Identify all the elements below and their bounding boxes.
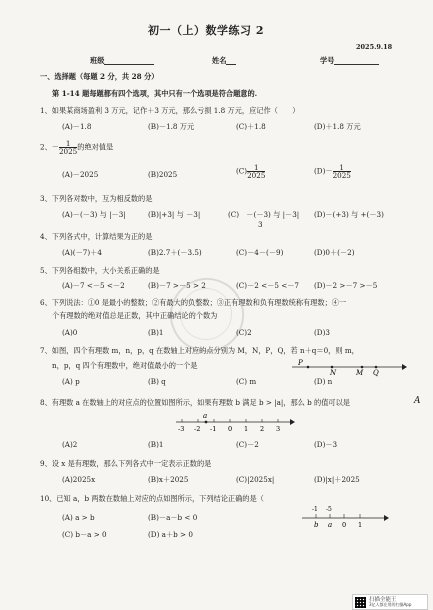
app-name: 扫描全能王 — [369, 596, 397, 603]
name-field — [212, 56, 236, 65]
label-a: a — [328, 521, 333, 529]
question-number: 1、 — [40, 106, 52, 115]
date: 2025.9.18 — [356, 43, 393, 51]
question-6-line-2: 个有理数的绝对值总是正数，其中正确结论的个数为 — [52, 311, 218, 320]
question-3 — [40, 194, 152, 203]
question-10 — [40, 494, 264, 503]
question-number: 3、 — [40, 194, 52, 203]
q3-option-c: (C) －(－3) 与 |－3| — [228, 210, 300, 219]
q9-option-c: (C)|2025x| — [236, 475, 275, 484]
q8-option-d: (D)－3 — [314, 440, 338, 449]
q4-option-b: (B)2.7＋(－3.5) — [148, 248, 202, 257]
point-m — [361, 366, 364, 369]
q5-option-d: (D)－2 >－7 >－5 — [314, 281, 378, 290]
q2-option-b: (B)2025 — [148, 170, 178, 179]
q7-option-c: (C) m — [236, 377, 257, 386]
handwritten-minus-one: -1 — [312, 506, 318, 513]
q8-option-c: (C)－2 — [236, 440, 259, 449]
question-stem: 下列各对数中，互为相反数的是 — [51, 194, 153, 203]
question-number: 5、 — [40, 266, 52, 275]
fraction-denominator: 2025 — [58, 147, 78, 157]
option-label: (C) — [236, 166, 248, 176]
axis-arrow — [384, 515, 389, 521]
axis-ticks — [178, 419, 280, 433]
q2-option-a: (A)－2025 — [62, 170, 99, 179]
point-a — [205, 421, 208, 424]
label-1: 1 — [358, 521, 363, 529]
label-b: b — [314, 521, 319, 529]
q2-option-c — [236, 164, 265, 179]
q10-option-a: (A) a > b — [62, 513, 95, 522]
name-blank — [226, 56, 236, 65]
question-8 — [40, 398, 350, 407]
question-stem: 下列各组数中，大小关系正确的是 — [51, 266, 160, 275]
axis-arrow — [290, 419, 295, 425]
question-stem: 如图，四个有理数 m，n，p，q 在数轴上对应的点分别为 M，N，P，Q，若 n＋q＝0，则 m， — [51, 346, 359, 355]
question-number: 8、 — [40, 398, 52, 407]
q8-number-line — [172, 408, 302, 436]
q7-option-d: (D) n — [314, 377, 333, 386]
question-number: 4、 — [40, 232, 52, 241]
q1-option-d: (D)＋1.8 万元 — [314, 122, 361, 131]
label-a: a — [203, 412, 208, 420]
q10-option-d: (D) a＋b > 0 — [148, 530, 193, 539]
label-n: N — [330, 369, 337, 377]
question-number: 9、 — [40, 459, 52, 468]
fraction-numerator: 1 — [247, 164, 265, 172]
q5-option-c: (C)－2 <－5 <－7 — [236, 281, 300, 290]
q6-option-b: (B)1 — [148, 328, 164, 337]
q10-option-b: (B)－a－b < 0 — [148, 513, 198, 522]
class-label: 班级 — [90, 56, 105, 65]
axis-arrow — [402, 364, 407, 370]
point-n — [331, 366, 334, 369]
axis-tick-label: -2 — [194, 425, 201, 433]
fraction-numerator: 1 — [59, 140, 77, 148]
q5-option-b: (B)－7 >－5 > 2 — [148, 281, 206, 290]
option-label: (D)－ — [314, 166, 333, 176]
question-6 — [40, 298, 346, 307]
fraction — [333, 164, 351, 179]
question-9 — [40, 459, 211, 468]
axis-tick-label: 0 — [228, 425, 233, 433]
app-subtitle: 3亿人都在用的扫描App — [369, 601, 412, 607]
point-p — [307, 366, 310, 369]
id-field — [320, 56, 379, 65]
q2-option-d — [314, 164, 351, 179]
q5-option-a: (A)－7 <－5 <－2 — [62, 281, 125, 290]
question-5 — [40, 266, 160, 275]
q10-option-c: (C) b－a > 0 — [62, 530, 107, 539]
qr-code-icon — [355, 597, 366, 608]
fraction — [59, 140, 77, 155]
question-number: 7、 — [40, 346, 52, 355]
question-stem: 如果某商场盈利 3 万元，记作＋3 万元，那么亏损 1.8 万元，应记作（ ） — [51, 106, 300, 115]
q10-number-line — [300, 504, 396, 534]
q7-option-b: (B) q — [148, 377, 166, 386]
question-1 — [40, 106, 299, 115]
handwritten-minus-five: -5 — [326, 506, 332, 513]
id-label: 学号 — [320, 56, 335, 65]
label-p: P — [298, 359, 303, 367]
q4-option-c: (C)－4－(－9) — [236, 248, 284, 257]
question-number: 10、 — [40, 494, 57, 503]
q9-option-b: (B)x＋2025 — [148, 475, 189, 484]
question-number: 6、 — [40, 298, 52, 307]
q7-option-a: (A) p — [62, 377, 80, 386]
axis-tick-label: 3 — [276, 425, 281, 433]
q4-option-d: (D)0＋(－2) — [314, 248, 355, 257]
page-title: 初一（上）数学练习 2 — [148, 24, 264, 37]
fraction-denominator: 2025 — [247, 171, 266, 181]
label-0: 0 — [342, 521, 347, 529]
q4-option-a: (A)(－7)＋4 — [62, 248, 102, 257]
fraction-denominator: 2025 — [332, 171, 351, 181]
minus-sign: － — [51, 142, 59, 152]
question-stem: 下列说法：①0 是最小的整数；②有最大的负整数；③正有理数和负有理数统称有理数；④一 — [51, 298, 347, 307]
axis-tick-label: 2 — [260, 425, 265, 433]
id-blank — [334, 56, 379, 65]
q6-option-c: (C)2 — [236, 328, 252, 337]
q1-option-b: (B)－1.8 万元 — [148, 122, 195, 131]
q9-option-d: (D)|x|＋2025 — [314, 475, 360, 484]
q1-option-a: (A)－1.8 — [62, 122, 92, 131]
axis-tick-label: -3 — [178, 425, 185, 433]
q6-option-d: (D)3 — [314, 328, 330, 337]
class-blank — [104, 56, 154, 65]
name-label: 姓名 — [212, 56, 227, 65]
handwritten-mark: A — [414, 396, 421, 406]
section-heading: 一、选择题（每题 2 分，共 28 分） — [40, 72, 159, 81]
badge-text — [369, 597, 411, 607]
section-note: 第 1-14 题每题都有四个选项，其中只有一个选项是符合题意的. — [52, 89, 258, 98]
q3-option-b: (B)|+3| 与 －3| — [148, 210, 201, 219]
axis-tick-label: 1 — [244, 425, 249, 433]
point-q — [375, 366, 378, 369]
question-stem: 有理数 a 在数轴上的对应点的位置如图所示，如果有理数 b 满足 b > |a|，那么 b 的值可以是 — [51, 398, 350, 407]
question-4 — [40, 232, 152, 241]
fraction — [247, 164, 265, 179]
q6-option-a: (A)0 — [62, 328, 78, 337]
q8-option-b: (B)1 — [148, 440, 164, 449]
label-m: M — [356, 369, 364, 377]
q9-option-a: (A)2025x — [62, 475, 96, 484]
question-7-line-2: n，p，q 四个有理数中，绝对值最小的一个是 — [52, 361, 198, 370]
q8-option-a: (A)2 — [62, 440, 78, 449]
scanner-app-badge — [352, 594, 428, 610]
question-stem: 的绝对值是 — [77, 142, 114, 152]
stray-digit: 3 — [258, 220, 263, 229]
question-stem: 已知 a，b 两数在数轴上对应的点如图所示，下列结论正确的是（ — [56, 494, 264, 503]
fraction-numerator: 1 — [333, 164, 351, 172]
question-number: 2、 — [40, 142, 52, 152]
q1-option-c: (C)＋1.8 — [236, 122, 266, 131]
q7-number-line — [290, 355, 410, 377]
q3-option-a: (A)－(－3) 与 |－3| — [62, 210, 126, 219]
question-stem: 下列各式中，计算结果为正的是 — [51, 232, 153, 241]
question-2 — [40, 140, 113, 155]
class-field — [90, 56, 154, 65]
question-stem: 设 x 是有理数，那么下列各式中一定表示正数的是 — [51, 459, 212, 468]
label-q: Q — [373, 369, 379, 377]
q3-option-d: (D)－(+3) 与 +(－3) — [314, 210, 384, 219]
axis-tick-label: -1 — [210, 425, 217, 433]
question-7 — [40, 346, 359, 355]
